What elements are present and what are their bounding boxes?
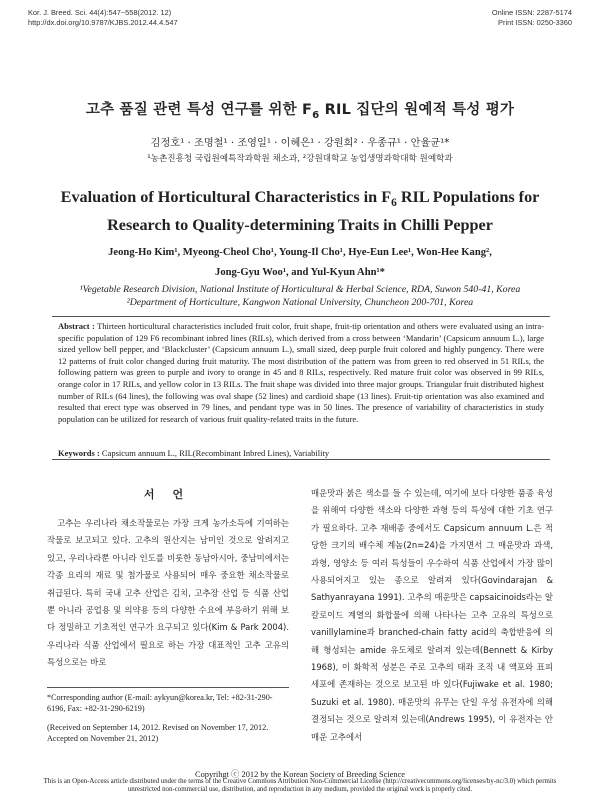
body-column-right: 매운맛과 붉은 색소를 들 수 있는데, 여기에 보다 다양한 품종 육성을 위해여 다양한 색소와 다양한 과형 등의 특성에 대한 기초 연구가 필요하다. 고추 재배종 중에서도 Capsicum annuum L.은 적당한 크기의 배수체 계놈(2n=24)을 가지면서 그 매운맛과 과색, 과형, 영양소 등 여러 특성들이 우수하여 식품 산업에서 가장 많이 사용되어지고 있는 종으로 알려져 있다(Govindarajan & Sathyanrayana 1991). 고추의 매운맛은 capsaicinoids라는 알칼로이드 계열의 화합물에 의해 나타나는 고추 고유의 특성으로 vanillylamine과 branched-chain fatty acid의 축합반응에 의해 형성되는 amide 유도체로 알려져 있는데(Bennett & Kirby 1968), 이 화학적 성분은 주로 고추의 태좌 조직 내 액포와 표피 세포에 존재하는 것으로 보고된 바 있다(Fujiwake et al. 1980; Suzuki et al. 1980). 매운맛의 유무는 단일 우성 유전자에 의해 결정되는 것으로 알려져 있는데(Andrews 1995), 이 유전자는 안 매운 고추에서 xyxy=(311,488,553,742)
keywords xyxy=(58,448,544,458)
english-title xyxy=(40,186,560,236)
abstract-text: Thirteen horticultural characteristics included fruit color, fruit shape, fruit-tip orientation and others were evaluated using an intra-specific population of 129 F6 recombinant inbred lines (RILs), which derived from a cross between ‘Mandarin’ (Capsicum annuum L.), large sized yellow bell pepper, and ‘Blackcluster’ (Capsicum annuum L.), small sized, deep purple fruit colored and highly pungency. There were 12 patterns of fruit color changed during fruit maturity. The most distribution of the pattern was from green to red observed in 51 RILs, the following pattern was green to purple and ivory to orange in 45 and 8 RILs, respectively. Red mature fruit color was observed in 99 RILs, orange color in 17 RILs, and yellow color in 13 RILs. The fruit shape was divided into three major groups. Triangular fruit distributed highest number of RILs (64 lines), the following was oval shape (52 lines) and cardioid shape (13 lines). Fruit-tip orientation was also examined and resulted that erect type was observed in 79 lines, and pendant type was in 50 lines. The presence of variability of characteristics in study population can be utilized for research of various fruit quality-related traits in the future. xyxy=(58,321,544,424)
footnote-divider xyxy=(47,687,289,688)
body-column-left: 고추는 우리나라 채소작물로는 가장 크게 농가소득에 기여하는 작물로 보고되고 있다. 고추의 원산지는 남미인 것으로 알려지고 있고, 우리나라뿐 아니라 인도를 비롯한 동남아시아, 중남미에서는 각종 요리의 재료 및 첨가물로 사용되어 매우 중요한 채소작물로 취급된다. 특히 국내 고추 산업은 김치, 고추장 산업 등 식품 산업뿐 아니라 공업용 및 의약용 등의 다양한 수요에 부응하기 위해 보다 정밀하고 기초적인 연구가 요구되고 있다(Kim & Park 2004). 우리나라 식품 산업에서 필요로 하는 가장 대표적인 고추 고유의 특성으로는 바로 xyxy=(47,518,289,668)
online-issn: Online ISSN: 2287-5174 xyxy=(491,8,572,17)
doi-link[interactable]: http://dx.doi.org/10.9787/KJBS.2012.44.4.547 xyxy=(28,18,178,27)
korean-title-subscript: 6 xyxy=(312,109,320,121)
keywords-text: Capsicum annuum L., RIL(Recombinant Inbred Lines), Variability xyxy=(101,448,330,458)
section-heading-introduction: 서언 xyxy=(143,488,202,501)
corresponding-author-footnote: *Corresponding author (E-mail: aykyun@korea.kr, Tel: +82-31-290-6196, Fax: +82-31-290-6219) xyxy=(47,693,273,714)
license-text: This is an Open-Access article distributed under the terms of the Creative Commons Attribution Non-Commercial License (http://creativecommons.org/licenses/by-nc/3.0) which permits unrestricted non-commercial use, distribution, and reproduction in any medium, provided the original work is properly cited. xyxy=(43,778,557,794)
english-title-part1: Evaluation of Horticultural Characteristics in F xyxy=(60,188,392,206)
english-authors-line2: Jong-Gyu Woo¹, and Yul-Kyun Ahn¹* xyxy=(215,267,385,278)
copyright-line: Copyrihgt ⓒ 2012 by the Korean Society of Breeding Science xyxy=(194,770,406,779)
affiliation-1: ¹Vegetable Research Division, National Institute of Horticultural & Herbal Science, RDA, Suwon 540-41, Korea xyxy=(79,284,521,295)
korean-title-part1: 고추 품질 관련 특성 연구를 위한 F xyxy=(85,102,313,118)
affiliation-2: ²Department of Horticulture, Kangwon National University, Chuncheon 200-701, Korea xyxy=(126,297,474,308)
english-affiliations xyxy=(30,283,570,309)
english-authors-line1: Jeong-Ho Kim¹, Myeong-Cheol Cho¹, Young-Il Cho¹, Hye-Eun Lee¹, Won-Hee Kang², xyxy=(108,247,492,258)
keywords-label: Keywords : xyxy=(58,448,100,458)
english-title-subscript: 6 xyxy=(391,197,397,210)
received-dates: (Received on September 14, 2012. Revised on November 17, 2012. Accepted on November 21, 2012) xyxy=(47,723,269,744)
journal-header xyxy=(28,8,178,28)
korean-title-part2: RIL 집단의 원예적 특성 평가 xyxy=(319,102,515,118)
english-authors xyxy=(40,243,560,283)
korean-title xyxy=(0,98,600,121)
korean-authors: 김정호¹ · 조명철¹ · 조영일¹ · 이혜은¹ · 강원희² · 우종규¹ · 안율균¹* xyxy=(150,138,450,149)
print-issn: Print ISSN: 0250-3360 xyxy=(498,18,572,27)
korean-affiliations: ¹농촌진흥청 국립원예특작과학원 채소과, ²강원대학교 농업생명과학대학 원예학과 xyxy=(147,154,453,164)
issn-header xyxy=(492,8,572,28)
abstract xyxy=(58,321,544,425)
abstract-label: Abstract : xyxy=(58,321,95,331)
english-title-part2: RIL Populations for Research to Quality-determining Traits in Chilli Pepper xyxy=(107,188,540,235)
journal-citation: Kor. J. Breed. Sci. 44(4):547~558(2012. 12) xyxy=(28,8,172,17)
